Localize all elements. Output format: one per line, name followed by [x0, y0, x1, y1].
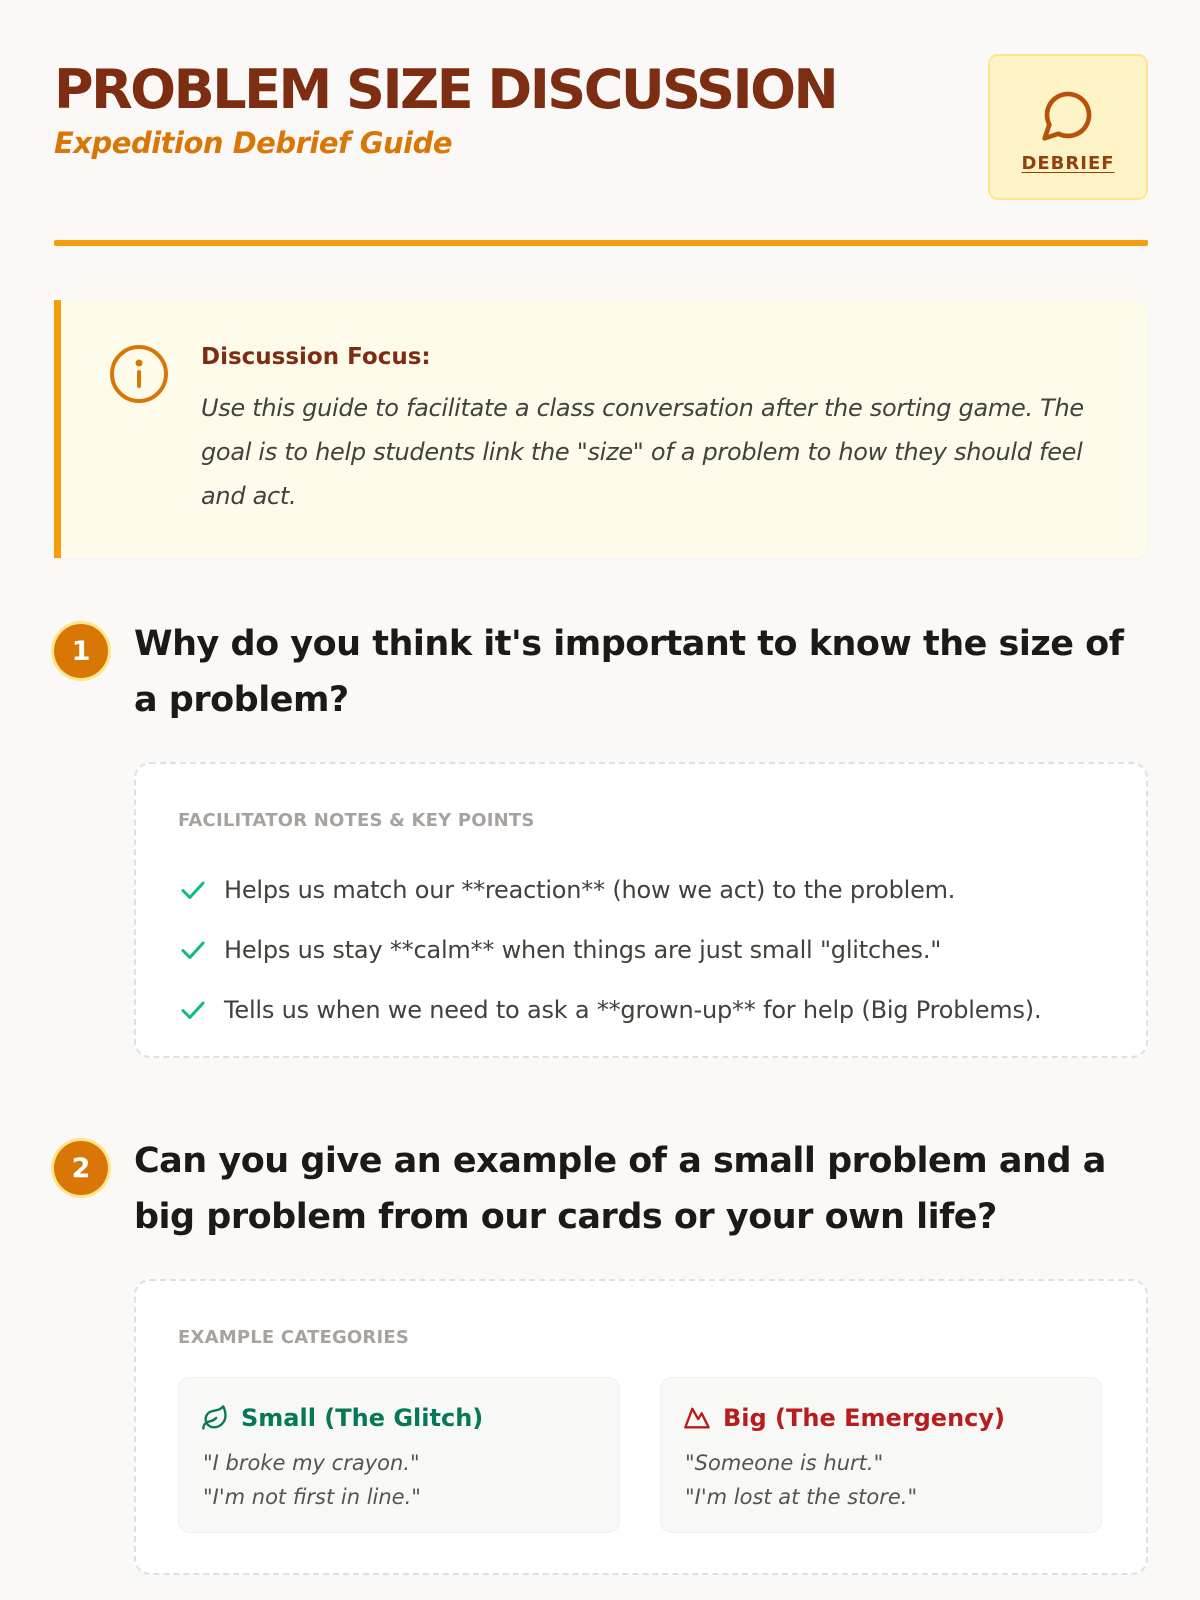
key-points-list	[178, 860, 1118, 1040]
chat-bubble-icon	[1040, 81, 1096, 147]
page-subtitle: Expedition Debrief Guide	[54, 126, 453, 160]
example-line: "I'm not first in line."	[203, 1485, 421, 1509]
notes-label: FACILITATOR NOTES & KEY POINTS	[178, 810, 535, 831]
check-icon	[178, 875, 208, 905]
check-icon	[178, 935, 208, 965]
card-title	[683, 1404, 1005, 1432]
key-point-text: Helps us stay **calm** when things are just small "glitches."	[224, 936, 942, 964]
card-examples	[685, 1446, 917, 1514]
debrief-guide-page	[54, 0, 1148, 1600]
leaf-icon	[201, 1404, 229, 1432]
category-card-big	[660, 1377, 1102, 1533]
example-categories-box	[134, 1279, 1148, 1575]
info-icon	[107, 342, 171, 406]
question-text: Why do you think it's important to know the size of a problem?	[134, 624, 1124, 720]
category-cards	[178, 1377, 1108, 1533]
mountain-icon	[683, 1404, 711, 1432]
facilitator-notes-box	[134, 762, 1148, 1058]
discussion-focus-callout	[54, 300, 1148, 558]
page-header	[54, 54, 1148, 200]
focus-text: Use this guide to facilitate a class conversation after the sorting game. The goal is to help students link the "size" of a problem to how they should feel and act.	[201, 394, 1084, 510]
example-line: "I'm lost at the store."	[685, 1485, 918, 1509]
list-item	[178, 920, 1118, 980]
card-title-text: Small (The Glitch)	[241, 1404, 484, 1432]
debrief-badge	[988, 54, 1148, 200]
check-icon	[178, 995, 208, 1025]
card-examples	[203, 1446, 421, 1514]
question-number: 2	[54, 1141, 108, 1195]
header-divider	[54, 240, 1148, 246]
key-point-text: Tells us when we need to ask a **grown-up** for help (Big Problems).	[224, 996, 1042, 1024]
key-point-text: Helps us match our **reaction** (how we act) to the problem.	[224, 876, 956, 904]
example-line: "I broke my crayon."	[203, 1451, 420, 1475]
card-title-text: Big (The Emergency)	[723, 1404, 1006, 1432]
list-item	[178, 980, 1118, 1040]
page-title: PROBLEM SIZE DISCUSSION	[54, 58, 837, 121]
focus-heading: Discussion Focus:	[201, 344, 431, 370]
category-card-small	[178, 1377, 620, 1533]
card-title	[201, 1404, 483, 1432]
debrief-label: DEBRIEF	[1021, 152, 1115, 174]
notes-label: EXAMPLE CATEGORIES	[178, 1327, 410, 1348]
example-line: "Someone is hurt."	[685, 1451, 884, 1475]
question-text: Can you give an example of a small problem and a big problem from our cards or your own life?	[134, 1141, 1106, 1237]
list-item	[178, 860, 1118, 920]
question-number: 1	[54, 624, 108, 678]
